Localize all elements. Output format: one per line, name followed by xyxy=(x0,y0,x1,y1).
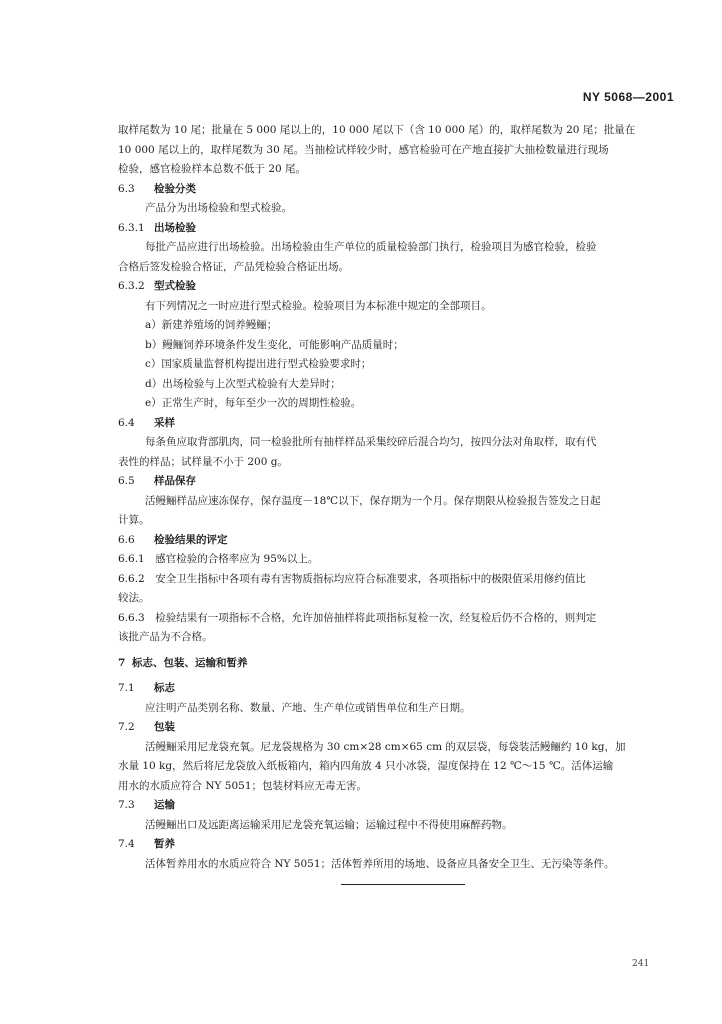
text-line: 计算。 xyxy=(118,514,150,526)
text-line: 活体暂养用水的水质应符合 NY 5051；活体暂养所用的场地、设备应具备安全卫生、无污染等条件。 xyxy=(145,857,615,870)
section-number: 7.2 xyxy=(118,721,135,733)
text-line: a）新建养殖场的饲养鳗鲡； xyxy=(145,319,278,331)
standard-code: NY 5068—2001 xyxy=(582,90,674,104)
section-number: 6.3.2 xyxy=(118,280,145,292)
text-line: 10 000 尾以上的，取样尾数为 30 尾。当抽检试样较少时，感官检验可在产地直接扩大抽检数量进行现场 xyxy=(118,143,609,156)
text-line: 合格后签发检验合格证，产品凭检验合格证出场。 xyxy=(118,260,349,273)
section-number: 6.4 xyxy=(118,416,135,429)
section-title: 运输 xyxy=(154,799,175,811)
section-title: 标志、包装、运输和暂养 xyxy=(132,656,248,669)
section-number: 7.3 xyxy=(118,799,135,811)
text-line: 6.6.2 安全卫生指标中各项有毒有害物质指标均应符合标准要求，各项指标中的极限值采用修约值比 xyxy=(118,572,586,585)
text-line: 活鳗鲡出口及远距离运输采用尼龙袋充氧运输；运输过程中不得使用麻醉药物。 xyxy=(145,818,513,831)
section-number: 7.1 xyxy=(118,682,135,694)
text-line: 水量 10 kg，然后将尼龙袋放入纸板箱内，箱内四角放 4 只小冰袋，湿度保持在 12 ℃～15 ℃。活体运输 xyxy=(118,760,614,772)
section-title: 出场检验 xyxy=(154,221,196,234)
section-heading xyxy=(118,835,678,855)
section-heading xyxy=(118,718,678,738)
text-line: 产品分为出场检验和型式检验。 xyxy=(145,202,292,214)
text-line: 每批产品应进行出场检验。出场检验由生产单位的质量检验部门执行，检验项目为感官检验，检验 xyxy=(145,241,597,253)
text-line: 6.6.1 感官检验的合格率应为 95%以上。 xyxy=(118,553,319,565)
page-number: 241 xyxy=(632,959,650,969)
section-heading xyxy=(118,796,678,816)
section-heading xyxy=(118,472,678,492)
section-heading xyxy=(118,679,678,699)
end-divider xyxy=(341,884,465,885)
text-line: e）正常生产时，每年至少一次的周期性检验。 xyxy=(145,397,362,409)
section-number: 6.5 xyxy=(118,475,135,487)
section-title: 检验结果的评定 xyxy=(154,533,228,546)
chapter-heading xyxy=(118,654,678,674)
section-title: 采样 xyxy=(154,416,175,429)
text-line: 表性的样品；试样量不小于 200 g。 xyxy=(118,455,288,468)
section-heading xyxy=(118,219,678,239)
text-line: 检验，感官检验样本总数不低于 20 尾。 xyxy=(118,163,307,175)
section-title: 包装 xyxy=(154,721,175,733)
text-line: 6.6.3 检验结果有一项指标不合格，允许加倍抽样将此项指标复检一次，经复检后仍不合格的，则判定 xyxy=(118,611,597,624)
text-line: d）出场检验与上次型式检验有大差异时； xyxy=(145,377,341,390)
text-line: 应注明产品类别名称、数量、产地、生产单位或销售单位和生产日期。 xyxy=(145,701,471,714)
text-line: b）鳗鲡饲养环境条件发生变化，可能影响产品质量时； xyxy=(145,338,404,351)
text-line: 该批产品为不合格。 xyxy=(118,631,213,643)
section-heading xyxy=(118,277,678,297)
text-line: 较法。 xyxy=(118,592,150,604)
section-title: 暂养 xyxy=(154,838,175,850)
section-heading xyxy=(118,531,678,551)
document-body xyxy=(118,121,678,874)
text-line: 每条鱼应取背部肌肉，同一检验批所有抽样样品采集绞碎后混合均匀，按四分法对角取样，取有代 xyxy=(145,436,597,448)
section-number: 6.3 xyxy=(118,182,135,195)
section-heading xyxy=(118,414,678,434)
text-line: 有下列情况之一时应进行型式检验。检验项目为本标准中规定的全部项目。 xyxy=(145,299,492,312)
section-title: 标志 xyxy=(154,682,175,694)
section-number: 7.4 xyxy=(118,838,135,850)
text-line: c）国家质量监督机构提出进行型式检验要求时； xyxy=(145,358,372,370)
text-line: 用水的水质应符合 NY 5051；包装材料应无毒无害。 xyxy=(118,779,368,792)
section-number: 7 xyxy=(118,656,126,669)
section-number: 6.6 xyxy=(118,533,135,546)
section-title: 型式检验 xyxy=(154,280,196,292)
text-line: 活鳗鲡样品应速冻保存，保存温度－18℃以下，保存期为一个月。保存期限从检验报告签发之日起 xyxy=(145,494,601,507)
section-title: 样品保存 xyxy=(154,475,196,487)
section-number: 6.3.1 xyxy=(118,221,145,234)
section-heading xyxy=(118,180,678,200)
text-line: 取样尾数为 10 尾；批量在 5 000 尾以上的，10 000 尾以下（含 10 000 尾）的，取样尾数为 20 尾；批量在 xyxy=(118,124,636,136)
section-title: 检验分类 xyxy=(154,182,196,195)
text-line: 活鳗鲡采用尼龙袋充氧。尼龙袋规格为 30 cm×28 cm×65 cm 的双层袋，每袋装活鳗鲡约 10 kg，加 xyxy=(145,740,626,753)
